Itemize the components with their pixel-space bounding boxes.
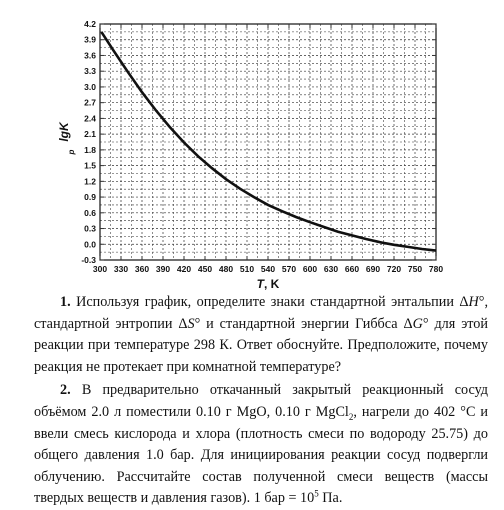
x-tick-label: 510 [239, 264, 255, 274]
problem-1-text-d: ° для этой реакции при температуре 298 К. Ответ обоснуйте. Предположите, почему реакция не протекает при комнатной температуре? [34, 315, 488, 375]
x-tick-label: 360 [134, 264, 150, 274]
x-tick-label: 660 [344, 264, 360, 274]
entropy-symbol: S [187, 315, 195, 332]
problem-1-text-b: °, стандартной энтропии Δ [34, 294, 488, 332]
y-tick-label: 2.1 [84, 129, 96, 140]
problem-1 [34, 292, 488, 378]
x-tick-label: 450 [197, 264, 213, 274]
x-tick-label: 300 [92, 264, 108, 274]
pascal-exponent: 5 [314, 488, 319, 499]
y-tick-label: 0.0 [84, 239, 96, 250]
y-tick-label: 0.9 [84, 192, 96, 203]
y-tick-label: 3.9 [84, 34, 96, 45]
x-axis-label [257, 277, 280, 290]
y-tick-label: 2.7 [84, 97, 96, 108]
series-line [101, 32, 436, 251]
problem-2-number: 2. [60, 382, 71, 399]
problem-2-text-c: Па. [318, 490, 343, 507]
problem-1-text-a: Используя график, определите знаки стандартной энтальпии Δ [70, 294, 469, 310]
axis-ticks [81, 19, 443, 274]
x-axis-unit: , K [264, 277, 280, 290]
y-tick-label: 3.0 [84, 81, 96, 92]
y-tick-label: 4.2 [84, 19, 96, 29]
problem-1-number: 1. [60, 294, 71, 310]
x-tick-label: 390 [155, 264, 171, 274]
x-tick-label: 420 [176, 264, 192, 274]
problem-text [34, 292, 488, 510]
enthalpy-symbol: H [468, 294, 479, 310]
y-tick-label: 2.4 [84, 113, 96, 124]
x-tick-label: 570 [281, 264, 297, 274]
x-axis-symbol: T [256, 277, 264, 290]
problem-2-text-b: , нагрели до 402 °C и ввели смесь кислорода и хлора (плотность смеси по водороду 25.75) до общего давления 1.0 бар. Для инициирования реакции сосуд подвергли облучению. Рассчитайте состав полученной смеси веществ (массы твердых веществ и давления газов). 1 бар = 10 [34, 403, 488, 507]
y-axis-label-subscript: p [67, 149, 76, 155]
y-tick-label: -0.3 [81, 255, 96, 265]
y-tick-label: 0.6 [84, 207, 96, 218]
y-axis-label [57, 121, 76, 155]
x-tick-label: 330 [113, 264, 129, 274]
y-tick-label: 1.5 [84, 160, 96, 171]
problem-2-text-a: В предварительно откачанный закрытый реакционный сосуд объёмом 2.0 л поместили 0.10 г MgO, 0.10 г MgCl [34, 382, 488, 420]
y-tick-label: 3.6 [84, 50, 96, 61]
mgcl2-subscript: 2 [348, 411, 354, 422]
gibbs-symbol: G [412, 315, 423, 332]
problem-1-text-c: ° и стандартной энергии Гиббса Δ [194, 315, 413, 332]
x-tick-label: 780 [428, 264, 444, 274]
x-tick-label: 750 [407, 264, 423, 274]
y-tick-label: 1.8 [84, 144, 96, 155]
x-tick-label: 720 [386, 264, 402, 274]
problem-2 [34, 380, 488, 510]
y-tick-label: 1.2 [84, 176, 96, 187]
x-tick-label: 600 [302, 264, 318, 274]
x-tick-label: 630 [323, 264, 339, 274]
x-tick-label: 540 [260, 264, 276, 274]
x-tick-label: 690 [365, 264, 381, 274]
y-tick-label: 0.3 [84, 223, 96, 234]
chart-grid [100, 24, 436, 260]
x-tick-label: 480 [218, 264, 234, 274]
y-axis-label-main: lgK [57, 122, 71, 142]
y-tick-label: 3.3 [84, 66, 96, 77]
